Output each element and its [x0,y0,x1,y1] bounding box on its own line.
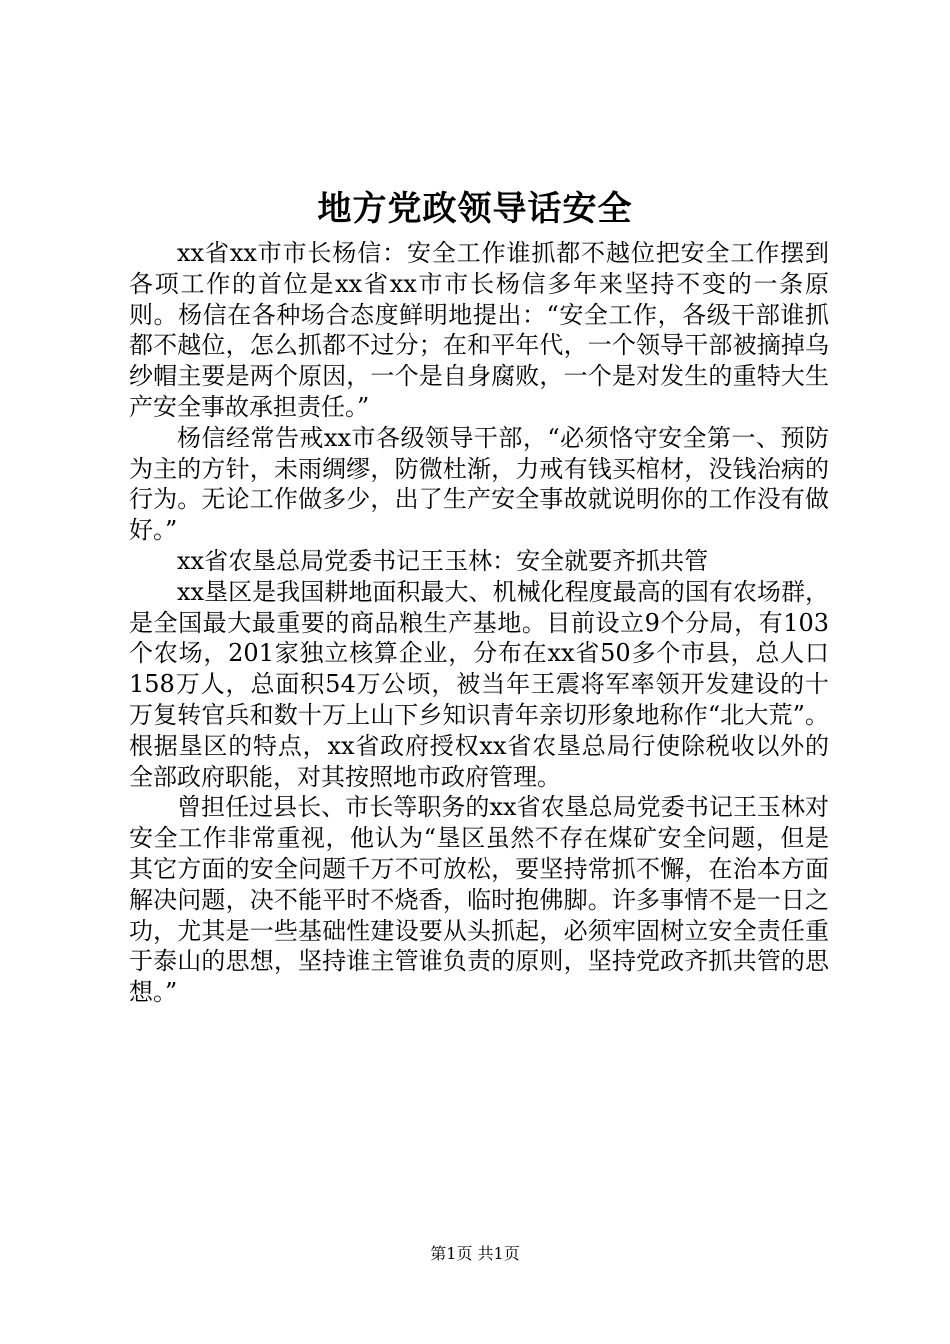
paragraph-5: 曾担任过县长、市长等职务的xx省农垦总局党委书记王玉林对安全工作非常重视，他认为“垦区虽然不存在煤矿安全问题，但是其它方面的安全问题千万不可放松，要坚持常抓不懈，在治本方面解决问题，决不能平时不烧香，临时抱佛脚。许多事情不是一日之功，尤其是一些基础性建设要从头抓起，必须牢固树立安全责任重于泰山的思想，坚持谁主管谁负责的原则，坚持党政齐抓共管的思想。” [129,793,829,1007]
paragraph-1: xx省xx市市长杨信：安全工作谁抓都不越位把安全工作摆到各项工作的首位是xx省xx市市长杨信多年来坚持不变的一条原则。杨信在各种场合态度鲜明地提出：“安全工作，各级干部谁抓都不越位，怎么抓都不过分；在和平年代，一个领导干部被摘掉乌纱帽主要是两个原因，一个是自身腐败，一个是对发生的重特大生产安全事故承担责任。” [129,239,829,421]
document-body [129,238,829,1008]
page-footer: 第1页 共1页 [430,1244,520,1263]
document-title: 地方党政领导话安全 [317,189,633,229]
paragraph-3: xx省农垦总局党委书记王玉林：安全就要齐抓共管 [177,546,709,575]
paragraph-4: xx垦区是我国耕地面积最大、机械化程度最高的国有农场群，是全国最大最重要的商品粮生产基地。目前设立9个分局，有103个农场，201家独立核算企业，分布在xx省50多个市县，总人口158万人，总面积54万公顷，被当年王震将军率领开发建设的十万复转官兵和数十万上山下乡知识青年亲切形象地称作“北大荒”。根据垦区的特点，xx省政府授权xx省农垦总局行使除税收以外的全部政府职能，对其按照地市政府管理。 [129,577,829,791]
paragraph-2: 杨信经常告戒xx市各级领导干部，“必须恪守安全第一、预防为主的方针，未雨绸缪，防微杜渐，力戒有钱买棺材，没钱治病的行为。无论工作做多少，出了生产安全事故就说明你的工作没有做好。” [129,423,829,545]
